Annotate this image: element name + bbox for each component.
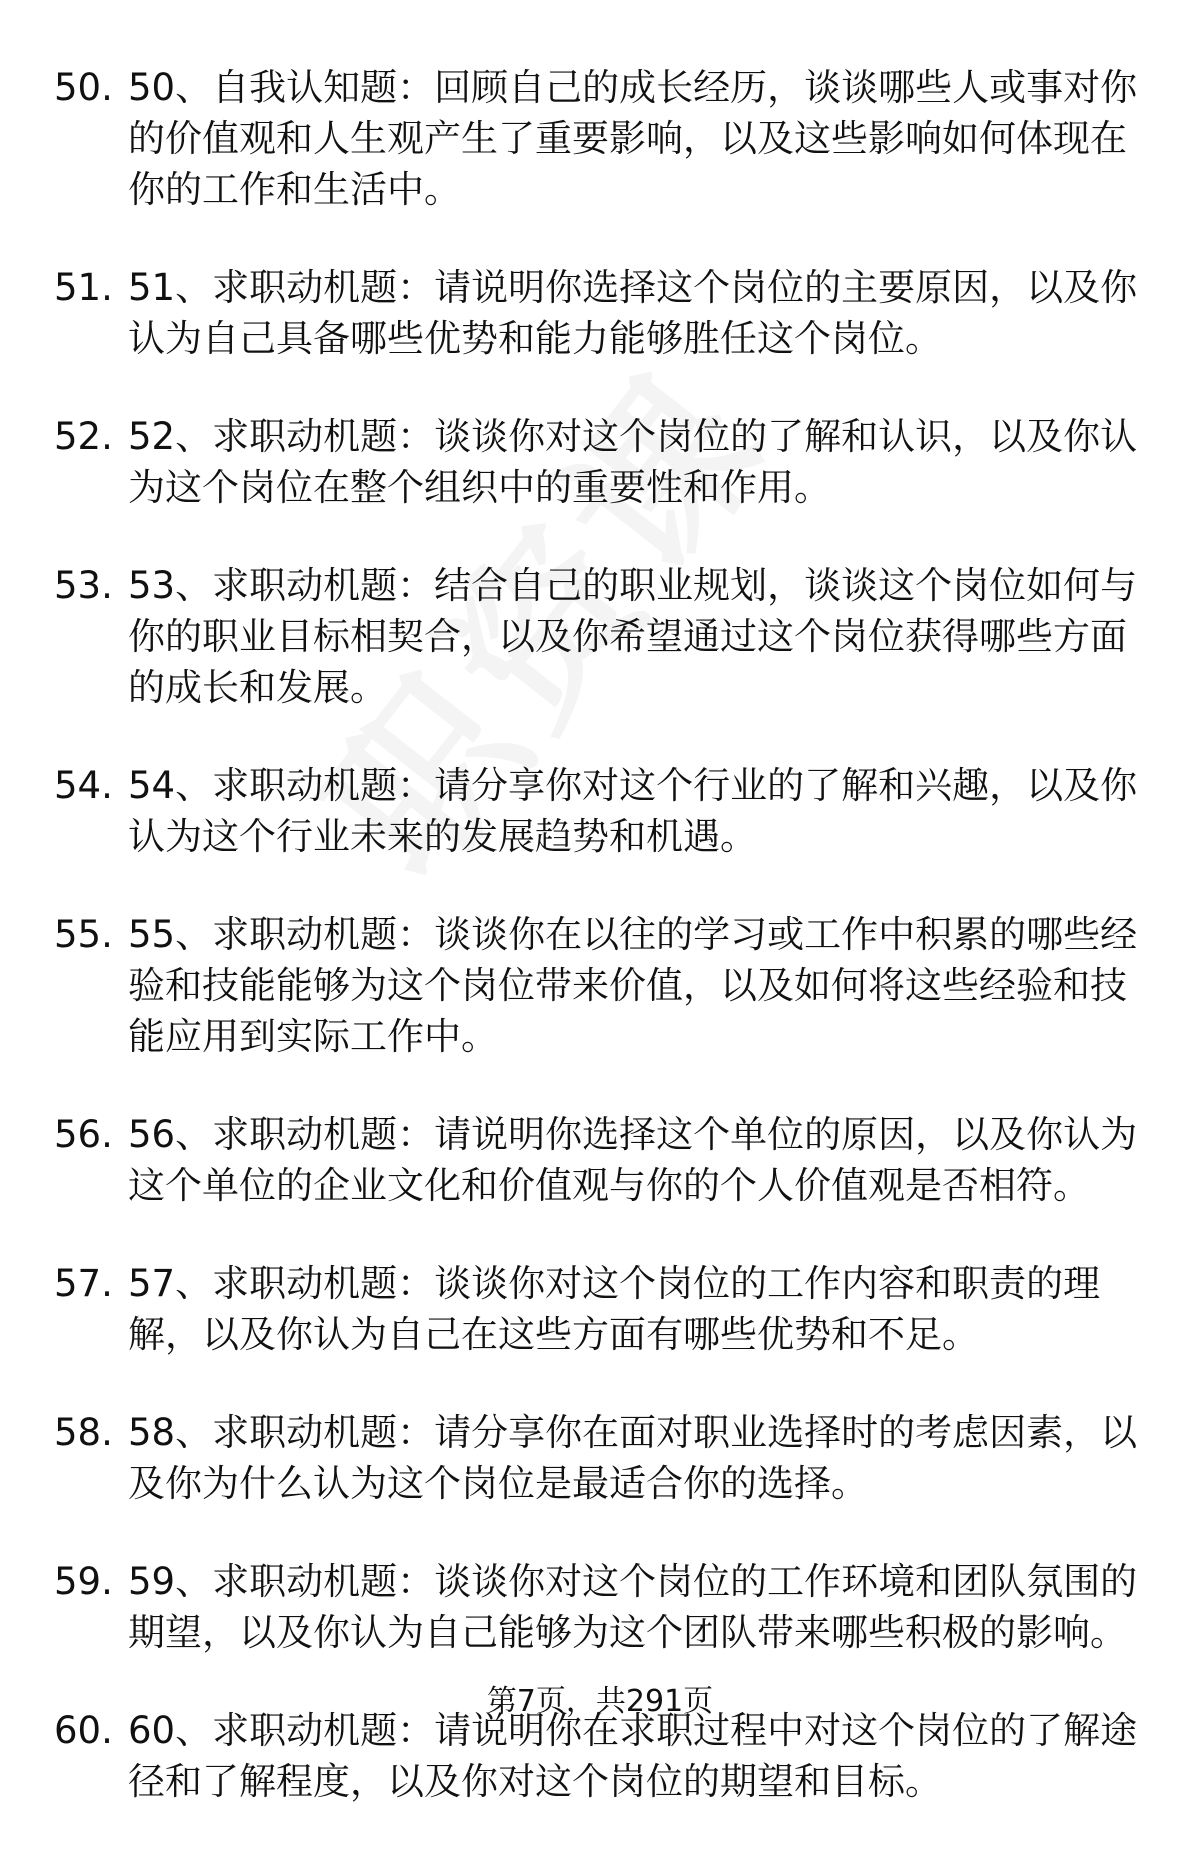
list-item	[0, 1109, 1200, 1211]
item-number: 56.	[54, 1113, 113, 1156]
list-item	[0, 62, 1200, 215]
list-item	[0, 760, 1200, 862]
item-text: 57、求职动机题：谈谈你对这个岗位的工作内容和职责的理解，以及你认为自己在这些方面有哪些优势和不足。	[128, 1262, 1101, 1356]
item-text: 60、求职动机题：请说明你在求职过程中对这个岗位的了解途径和了解程度，以及你对这个岗位的期望和目标。	[128, 1709, 1138, 1803]
item-text: 50、自我认知题：回顾自己的成长经历，谈谈哪些人或事对你的价值观和人生观产生了重要影响，以及这些影响如何体现在你的工作和生活中。	[128, 66, 1138, 211]
item-number: 54.	[54, 764, 113, 807]
item-number: 55.	[54, 913, 113, 956]
list-item	[0, 1258, 1200, 1360]
list-item	[0, 411, 1200, 513]
list-item	[0, 262, 1200, 364]
item-text: 56、求职动机题：请说明你选择这个单位的原因，以及你认为这个单位的企业文化和价值观与你的个人价值观是否相符。	[128, 1113, 1138, 1207]
item-text: 53、求职动机题：结合自己的职业规划，谈谈这个岗位如何与你的职业目标相契合，以及你希望通过这个岗位获得哪些方面的成长和发展。	[128, 564, 1138, 709]
item-number: 59.	[54, 1560, 113, 1603]
item-text: 51、求职动机题：请说明你选择这个岗位的主要原因，以及你认为自己具备哪些优势和能力能够胜任这个岗位。	[128, 266, 1138, 360]
list-item	[0, 1556, 1200, 1658]
item-text: 55、求职动机题：谈谈你在以往的学习或工作中积累的哪些经验和技能能够为这个岗位带来价值，以及如何将这些经验和技能应用到实际工作中。	[128, 913, 1138, 1058]
item-text: 59、求职动机题：谈谈你对这个岗位的工作环境和团队氛围的期望，以及你认为自己能够为这个团队带来哪些积极的影响。	[128, 1560, 1138, 1654]
item-number: 58.	[54, 1411, 113, 1454]
item-number: 50.	[54, 66, 113, 109]
list-item	[0, 1407, 1200, 1509]
item-text: 58、求职动机题：请分享你在面对职业选择时的考虑因素，以及你为什么认为这个岗位是最适合你的选择。	[128, 1411, 1138, 1505]
item-number: 51.	[54, 266, 113, 309]
item-text: 52、求职动机题：谈谈你对这个岗位的了解和认识，以及你认为这个岗位在整个组织中的重要性和作用。	[128, 415, 1138, 509]
item-text: 54、求职动机题：请分享你对这个行业的了解和兴趣，以及你认为这个行业未来的发展趋势和机遇。	[128, 764, 1138, 858]
list-item	[0, 909, 1200, 1062]
page-footer: 第7页，共291页	[486, 1684, 714, 1719]
item-number: 60.	[54, 1709, 113, 1752]
list-item	[0, 560, 1200, 713]
item-number: 57.	[54, 1262, 113, 1305]
question-list	[0, 62, 1200, 1854]
item-number: 52.	[54, 415, 113, 458]
item-number: 53.	[54, 564, 113, 607]
